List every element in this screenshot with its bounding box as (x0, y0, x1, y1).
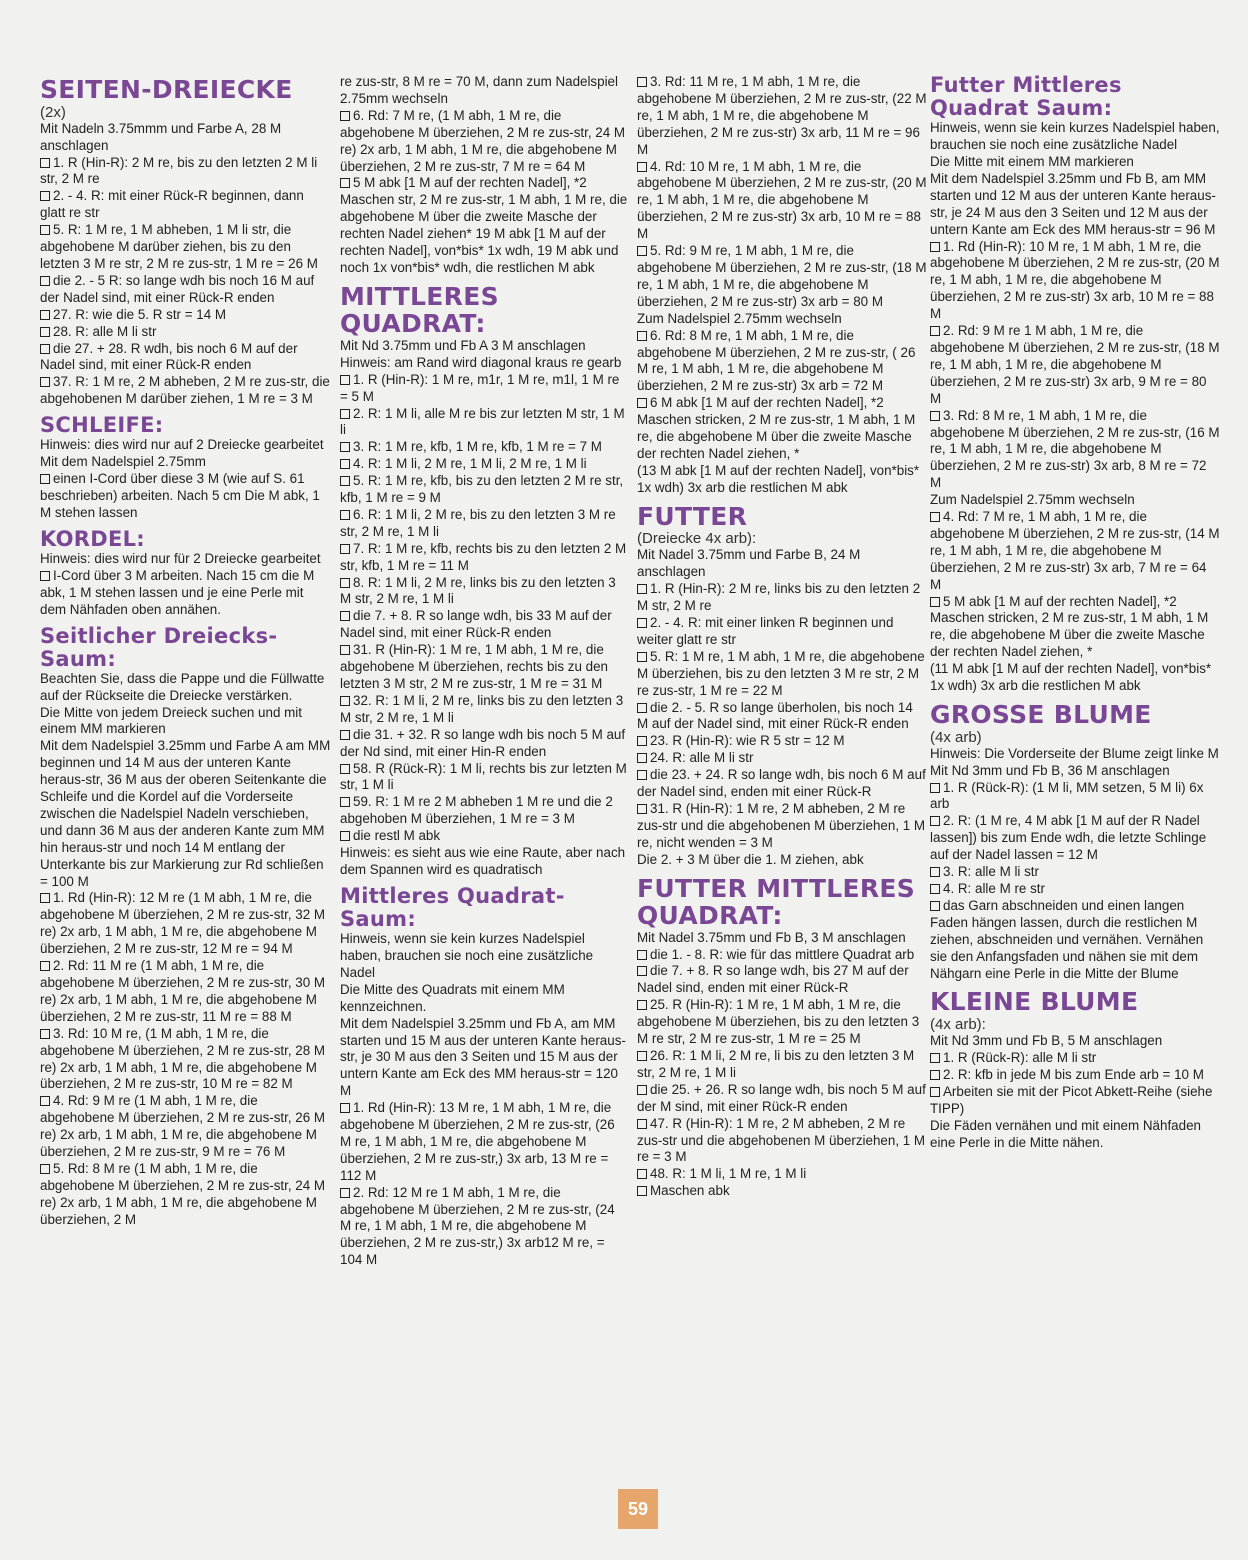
instruction-text: re zus-str, 8 M re = 70 M, dann zum Nadelspiel 2.75mm wechseln (340, 74, 618, 106)
section-heading: Futter Mittleres Quadrat Saum: (930, 73, 1122, 121)
checkbox-icon (637, 1186, 647, 1196)
checkbox-icon (40, 158, 50, 168)
instruction-text: Hinweis, wenn sie kein kurzes Nadelspiel haben, brauchen sie noch eine zusätzliche Nadel (930, 120, 1220, 153)
instruction-line (637, 463, 927, 497)
instruction-text: 4. Rd: 7 M re, 1 M abh, 1 M re, die abgehobene M überziehen, 2 M re zus-str, (14 M re, 1 M abh, 1 M re, die abgehobene M überziehen, 2 M re zus-str) 3x arb, 7 M re = 64 M (930, 509, 1220, 592)
checkbox-icon (930, 1053, 940, 1063)
checkbox-icon (40, 961, 50, 971)
instruction-line (637, 74, 927, 159)
instruction-line (637, 1183, 927, 1200)
instruction-line (340, 456, 628, 473)
checkbox-icon (340, 1103, 350, 1113)
checkbox-icon (930, 411, 940, 421)
page-number: 59 (618, 1489, 658, 1529)
instruction-text: 2. Rd: 12 M re 1 M abh, 1 M re, die abgehobene M überziehen, 2 M re zus-str, (24 M re, 1 M abh, 1 M re, die abgehobene M überziehen, 2 M re zus-str,) 3x arb12 M re, = 104 M (340, 1184, 615, 1268)
checkbox-icon (340, 476, 350, 486)
instruction-line (637, 649, 927, 700)
instruction-text: 4. R: 1 M li, 2 M re, 1 M li, 2 M re, 1 M li (353, 456, 587, 472)
instruction-line (930, 509, 1220, 594)
instruction-text: 3. R: alle M li str (943, 864, 1039, 880)
checkbox-icon (637, 162, 647, 172)
instruction-text: 5. R: 1 M re, 1 M abheben, 1 M li str, die abgehobene M darüber ziehen, bis zu den letzten 3 M re str, 2 M re zus-str, 1 M re = 26 M (40, 222, 318, 271)
section (637, 74, 927, 497)
instruction-text: 2. R: 1 M li, alle M re bis zur letzten M str, 1 M li (340, 405, 625, 438)
instruction-text: Mit dem Nadelspiel 3.25mm und Fb A, am MM starten und 15 M aus der unteren Kante heraus-str, je 30 M aus den 3 Seiten und 15 M aus der untern Kante am Eck des MM heraus-str = 120 M (340, 1015, 626, 1099)
instruction-text: 1. R (Hin-R): 2 M re, bis zu den letzten 2 M li str, 2 M re (40, 154, 318, 187)
checkbox-icon (340, 764, 350, 774)
checkbox-icon (930, 326, 940, 336)
instruction-text: 3. Rd: 11 M re, 1 M abh, 1 M re, die abgehobene M überziehen, 2 M re zus-str, (22 M re, 1 M abh, 1 M re, die abgehobene M überziehen, 2 M re zus-str) 3x arb, 11 M re = 96 M (637, 74, 927, 157)
instruction-line (637, 947, 927, 964)
instruction-text: 2. Rd: 11 M re (1 M abh, 1 M re, die abgehobene M überziehen, 2 M re zus-str, 30 M re) 2x arb, 1 M abh, 1 M re, die abgehobene M überziehen, 2 M re zus-str, 11 M re = 88 M (40, 958, 326, 1024)
instruction-line (340, 541, 628, 575)
instruction-text: 3. Rd: 10 M re, (1 M abh, 1 M re, die abgehobene M überziehen, 2 M re zus-str, 28 M re) 2x arb, 1 M abh, 1 M re, die abgehobene M überziehen, 2 M re zus-str, 10 M re = 82 M (40, 1025, 326, 1092)
instruction-text: die 27. + 28. R wdh, bis noch 6 M auf der Nadel sind, mit einer Rück-R enden (40, 340, 298, 373)
instruction-text: 23. R (Hin-R): wie R 5 str = 12 M (650, 733, 845, 749)
instruction-line (340, 473, 628, 507)
instruction-line (340, 1185, 628, 1270)
instruction-text: Hinweis: Die Vorderseite der Blume zeigt linke M (930, 745, 1219, 761)
instruction-line (637, 997, 927, 1048)
checkbox-icon (340, 730, 350, 740)
instruction-line (40, 1161, 332, 1229)
instruction-line (340, 338, 628, 355)
instruction-line (930, 1067, 1220, 1084)
checkbox-icon (40, 276, 50, 286)
checkbox-icon (637, 966, 647, 976)
instruction-line (40, 454, 332, 471)
instruction-text: 5. R: 1 M re, kfb, bis zu den letzten 2 M re str, kfb, 1 M re = 9 M (340, 473, 624, 506)
checkbox-icon (637, 1119, 647, 1129)
instruction-line (40, 437, 332, 454)
instruction-line (637, 963, 927, 997)
section (930, 988, 1220, 1151)
instruction-line (930, 1050, 1220, 1067)
instruction-text: 1. R (Rück-R): (1 M li, MM setzen, 5 M li) 6x arb (930, 779, 1204, 812)
instruction-line (40, 374, 332, 408)
instruction-text: 27. R: wie die 5. R str = 14 M (53, 306, 227, 322)
section-subtitle: (4x arb) (930, 728, 982, 746)
column-3 (637, 74, 927, 1206)
checkbox-icon (637, 618, 647, 628)
instruction-line (930, 323, 1220, 408)
instruction-line (340, 439, 628, 456)
instruction-text: Die Mitte von jedem Dreieck suchen und mit einem MM markieren (40, 704, 302, 737)
instruction-text: 5 M abk [1 M auf der rechten Nadel], *2 Maschen str, 2 M re zus-str, 1 M abh, 1 M re, die abgehobene M über die zweite Masche der rechten Nadel ziehen* 19 M abk [1 M auf der rechten Nadel], von*bis* 1x wdh, 19 M abk und noch 1x von*bis* wdh, die restlichen M abk (340, 175, 628, 275)
checkbox-icon (637, 804, 647, 814)
instruction-line (340, 608, 628, 642)
checkbox-icon (637, 1085, 647, 1095)
section-heading: KLEINE BLUME (930, 987, 1139, 1017)
instruction-text: 2. - 4. R: mit einer Rück-R beginnen, dann glatt re str (40, 188, 304, 221)
instruction-text: die 31. + 32. R so lange wdh bis noch 5 M auf der Nd sind, mit einer Hin-R enden (340, 726, 626, 759)
instruction-text: 4. Rd: 10 M re, 1 M abh, 1 M re, die abgehobene M überziehen, 2 M re zus-str, (20 M re, 1 M abh, 1 M re, die abgehobene M überziehen, 2 M re zus-str) 3x arb, 10 M re = 88 M (637, 158, 927, 242)
instruction-line (340, 355, 628, 372)
instruction-text: Mit Nadel 3.75mm und Fb B, 3 M anschlagen (637, 929, 906, 945)
instruction-line (40, 121, 332, 155)
instruction-line (637, 243, 927, 311)
checkbox-icon (930, 242, 940, 252)
checkbox-icon (340, 578, 350, 588)
instruction-text: 24. R: alle M li str (650, 750, 754, 766)
instruction-line (930, 492, 1220, 509)
section (40, 414, 332, 522)
instruction-text: 1. Rd (Hin-R): 10 M re, 1 M abh, 1 M re, die abgehobene M überziehen, 2 M re zus-str, (20 M re, 1 M abh, 1 M re, die abgehobene M überziehen, 2 M re zus-str) 3x arb, 10 M re = 88 M (930, 238, 1220, 322)
instruction-line (637, 159, 927, 244)
checkbox-icon (340, 459, 350, 469)
instruction-line (637, 311, 927, 328)
instruction-line (637, 767, 927, 801)
instruction-line (930, 746, 1220, 763)
instruction-line (930, 1033, 1220, 1050)
section (637, 875, 927, 1201)
instruction-text: I-Cord über 3 M arbeiten. Nach 15 cm die M abk, 1 M stehen lassen und je eine Perle mit dem Nähfaden oben annähen. (40, 567, 315, 617)
instruction-text: 47. R (Hin-R): 1 M re, 2 M abheben, 2 M re zus-str und die abgehobenen M überziehen, 1 M re = 3 M (637, 1115, 926, 1165)
instruction-line (637, 1116, 927, 1167)
instruction-line (637, 615, 927, 649)
instruction-line (637, 328, 927, 396)
checkbox-icon (340, 375, 350, 385)
instruction-line (930, 120, 1220, 154)
instruction-text: 5. Rd: 9 M re, 1 M abh, 1 M re, die abgehobene M überziehen, 2 M re zus-str, (18 M re, 1 M abh, 1 M re, die abgehobene M überziehen, 2 M re zus-str) 3x arb = 80 M (637, 243, 927, 309)
instruction-line (637, 700, 927, 734)
section-heading: SEITEN-DREIECKE (40, 75, 293, 104)
instruction-text: Mit Nd 3mm und Fb B, 36 M anschlagen (930, 762, 1170, 778)
column-1 (40, 74, 332, 1235)
instruction-text: 4. Rd: 9 M re (1 M abh, 1 M re, die abgehobene M überziehen, 2 M re zus-str, 26 M re) 2x arb, 1 M abh, 1 M re, die abgehobene M überziehen, 2 M re zus-str, 9 M re = 76 M (40, 1093, 326, 1160)
checkbox-icon (637, 950, 647, 960)
instruction-line (340, 372, 628, 406)
checkbox-icon (930, 512, 940, 522)
instruction-text: 37. R: 1 M re, 2 M abheben, 2 M re zus-str, die abgehobenen M darüber ziehen, 1 M re = 3 M (40, 374, 330, 407)
checkbox-icon (637, 753, 647, 763)
instruction-line (40, 324, 332, 341)
instruction-text: 3. R: 1 M re, kfb, 1 M re, kfb, 1 M re = 7 M (353, 439, 602, 455)
instruction-text: 5. Rd: 8 M re (1 M abh, 1 M re, die abgehobene M überziehen, 2 M re zus-str, 24 M re) 2x arb, 1 M abh, 1 M re, die abgehobene M überziehen, 2 M (40, 1160, 326, 1227)
instruction-line (40, 551, 332, 568)
checkbox-icon (40, 1164, 50, 1174)
instruction-text: Hinweis: am Rand wird diagonal kraus re gearb (340, 354, 622, 370)
checkbox-icon (637, 584, 647, 594)
checkbox-icon (340, 544, 350, 554)
instruction-line (40, 188, 332, 222)
instruction-line (40, 738, 332, 890)
checkbox-icon (637, 736, 647, 746)
checkbox-icon (40, 191, 50, 201)
checkbox-icon (340, 111, 350, 121)
checkbox-icon (930, 884, 940, 894)
checkbox-icon (930, 597, 940, 607)
instruction-line (340, 108, 628, 176)
instruction-text: Die Mitte des Quadrats mit einem MM kennzeichnen. (340, 981, 565, 1014)
instruction-text: die 1. - 8. R: wie für das mittlere Quadrat arb (650, 946, 915, 962)
instruction-text: die 7. + 8. R so lange wdh, bis 27 M auf der Nadel sind, enden mit einer Rück-R (637, 963, 909, 996)
instruction-line (930, 408, 1220, 493)
instruction-line (637, 930, 927, 947)
checkbox-icon (40, 327, 50, 337)
instruction-line (637, 852, 927, 869)
instruction-line (40, 705, 332, 739)
instruction-line (930, 780, 1220, 814)
instruction-text: 1. Rd (Hin-R): 12 M re (1 M abh, 1 M re, die abgehobene M überziehen, 2 M re zus-str, 32 M re) 2x arb, 1 M abh, 1 M re, die abgehobene M überziehen, 2 M re zus-str, 12 M re = 94 M (40, 890, 326, 957)
instruction-text: 1. R (Hin-R): 2 M re, links bis zu den letzten 2 M str, 2 M re (637, 581, 921, 614)
checkbox-icon (40, 1096, 50, 1106)
instruction-line (340, 794, 628, 828)
instruction-line (340, 507, 628, 541)
instruction-text: Mit Nadeln 3.75mmm und Farbe A, 28 M anschlagen (40, 120, 282, 153)
checkbox-icon (40, 377, 50, 387)
section (40, 76, 332, 408)
instruction-text: 25. R (Hin-R): 1 M re, 1 M abh, 1 M re, die abgehobene M überziehen, bis zu den letzten 3 M re str, 2 M re zus-str, 1 M re = 25 M (637, 997, 920, 1047)
instruction-text: die 2. - 5 R: so lange wdh bis noch 16 M auf der Nadel sind, mit einer Rück-R enden (40, 272, 315, 305)
instruction-line (930, 1118, 1220, 1152)
instruction-line (930, 239, 1220, 324)
instruction-line (930, 1084, 1220, 1118)
checkbox-icon (340, 442, 350, 452)
checkbox-icon (340, 696, 350, 706)
instruction-text: Arbeiten sie mit der Picot Abkett-Reihe (siehe TIPP) (930, 1083, 1213, 1116)
checkbox-icon (40, 474, 50, 484)
instruction-text: 4. R: alle M re str (943, 881, 1045, 896)
section (340, 283, 628, 879)
checkbox-icon (930, 816, 940, 826)
section (930, 74, 1220, 695)
checkbox-icon (637, 1000, 647, 1010)
instruction-line (340, 175, 628, 276)
instruction-text: 32. R: 1 M li, 2 M re, links bis zu den letzten 3 M str, 2 M re, 1 M li (340, 692, 624, 725)
instruction-text: 2. Rd: 9 M re 1 M abh, 1 M re, die abgehobene M überziehen, 2 M re zus-str, (18 M re, 1 M abh, 1 M re, die abgehobene M überziehen, 2 M re zus-str) 3x arb, 9 M re = 80 M (930, 323, 1220, 406)
instruction-line (637, 750, 927, 767)
instruction-line (340, 828, 628, 845)
instruction-line (340, 1016, 628, 1101)
instruction-line (637, 801, 927, 852)
instruction-line (637, 547, 927, 581)
instruction-line (340, 74, 628, 108)
section-heading: FUTTER MITTLERES QUADRAT: (637, 873, 916, 931)
checkbox-icon (637, 652, 647, 662)
instruction-line (340, 931, 628, 982)
instruction-text: Mit Nd 3.75mm und Fb A 3 M anschlagen (340, 337, 586, 353)
section (40, 528, 332, 619)
instruction-line (340, 727, 628, 761)
section (930, 701, 1220, 982)
instruction-text: 31. R (Hin-R): 1 M re, 2 M abheben, 2 M re zus-str und die abgehobenen M überziehen, 1 M re, nicht wenden = 3 M (637, 801, 926, 850)
instruction-line (930, 171, 1220, 239)
section-heading: KORDEL: (40, 526, 146, 551)
checkbox-icon (637, 246, 647, 256)
instruction-text: 6. R: 1 M li, 2 M re, bis zu den letzten 3 M re str, 2 M re, 1 M li (340, 506, 616, 539)
instruction-line (637, 1166, 927, 1183)
instruction-text: (13 M abk [1 M auf der rechten Nadel], von*bis* 1x wdh) 3x arb die restlichen M abk (637, 462, 920, 495)
section (40, 625, 332, 1229)
instruction-line (930, 864, 1220, 881)
instruction-text: Maschen abk (650, 1183, 730, 1199)
column-4 (930, 74, 1220, 1158)
checkbox-icon (637, 1051, 647, 1061)
instruction-line (40, 273, 332, 307)
instruction-text: 3. Rd: 8 M re, 1 M abh, 1 M re, die abgehobene M überziehen, 2 M re zus-str, (16 M re, 1 M abh, 1 M re, die abgehobene M überziehen, 2 M re zus-str) 3x arb, 8 M re = 72 M (930, 407, 1220, 491)
section-subtitle: (Dreiecke 4x arb): (637, 530, 757, 548)
checkbox-icon (930, 901, 940, 911)
instruction-text: Mit Nadel 3.75mm und Farbe B, 24 M anschlagen (637, 547, 861, 580)
instruction-line (340, 1100, 628, 1185)
instruction-text: Die 2. + 3 M über die 1. M ziehen, abk (637, 851, 864, 867)
instruction-text: 6. Rd: 7 M re, (1 M abh, 1 M re, die abgehobene M überziehen, 2 M re zus-str, 24 M re) 2x arb, 1 M abh, 1 M re, die abgehobene M überziehen, 2 M re zus-str, 7 M re = 64 M (340, 107, 626, 174)
checkbox-icon (637, 1169, 647, 1179)
checkbox-icon (930, 1087, 940, 1097)
instruction-text: 2. R: kfb in jede M bis zum Ende arb = 10 M (943, 1067, 1204, 1082)
instruction-text: 1. R (Hin-R): 1 M re, m1r, 1 M re, m1l, 1 M re = 5 M (340, 371, 620, 404)
instruction-text: 1. R (Rück-R): alle M li str (943, 1050, 1097, 1066)
checkbox-icon (930, 783, 940, 793)
checkbox-icon (40, 1029, 50, 1039)
instruction-line (340, 642, 628, 693)
instruction-line (340, 575, 628, 609)
section-subtitle: (4x arb): (930, 1015, 986, 1033)
instruction-line (40, 222, 332, 273)
checkbox-icon (637, 331, 647, 341)
instruction-line (40, 1093, 332, 1161)
instruction-line (40, 890, 332, 958)
instruction-text: die 25. + 26. R so lange wdh, bis noch 5 M auf der M sind, mit einer Rück-R enden (637, 1081, 926, 1114)
instruction-text: Hinweis: dies wird nur für 2 Dreiecke gearbeitet (40, 550, 321, 566)
instruction-line (40, 471, 332, 522)
checkbox-icon (930, 867, 940, 877)
instruction-line (930, 594, 1220, 662)
instruction-line (930, 881, 1220, 898)
checkbox-icon (340, 611, 350, 621)
section-heading: SCHLEIFE: (40, 413, 164, 438)
checkbox-icon (340, 178, 350, 188)
instruction-line (930, 763, 1220, 780)
instruction-line (637, 581, 927, 615)
instruction-line (340, 845, 628, 879)
instruction-line (40, 307, 332, 324)
instruction-text: 48. R: 1 M li, 1 M re, 1 M li (650, 1166, 807, 1182)
checkbox-icon (40, 225, 50, 235)
checkbox-icon (637, 770, 647, 780)
instruction-text: Mit dem Nadelspiel 3.25mm und Farbe A am MM beginnen und 14 M aus der unteren Kante heraus-str, 36 M aus der oberen Seitenkante die Schleife und die Kordel auf die Vorderseite zwischen die Nadelspiel Nadeln verschieben, und dann 36 M aus der anderen Kante zum MM hin heraus-str und noch 14 M entlang der Unterkante bis zur Markierung zur Rd schließen = 100 M (40, 738, 331, 889)
section (340, 74, 628, 277)
checkbox-icon (340, 409, 350, 419)
instruction-text: Mit dem Nadelspiel 3.25mm und Fb B, am MM starten und 12 M aus der unteren Kante heraus-str, je 24 M aus den 3 Seiten und 12 M aus der untern Kante am Eck des MM heraus-str = 96 M (930, 170, 1216, 237)
instruction-line (930, 661, 1220, 695)
instruction-line (40, 568, 332, 619)
instruction-line (930, 898, 1220, 983)
instruction-text: Zum Nadelspiel 2.75mm wechseln (637, 310, 842, 326)
instruction-text: 6. Rd: 8 M re, 1 M abh, 1 M re, die abgehobene M überziehen, 2 M re zus-str, ( 26 M re, 1 M abh, 1 M re, die abgehobene M überziehen, 2 M re zus-str) 3x arb = 72 M (637, 327, 916, 394)
instruction-text: 2. - 4. R: mit einer linken R beginnen und weiter glatt re str (637, 615, 894, 647)
section-heading: Mittleres Quadrat-Saum: (340, 883, 565, 931)
instruction-text: Die Fäden vernähen und mit einem Nähfaden eine Perle in die Mitte nähen. (930, 1117, 1201, 1150)
instruction-text: 5 M abk [1 M auf der rechten Nadel], *2 Maschen stricken, 2 M re zus-str, 1 M abh, 1 M re, die abgehobene M über die zweite Masche der rechten Nadel ziehen, * (930, 593, 1209, 660)
instruction-text: Mit dem Nadelspiel 2.75mm (40, 454, 206, 470)
instruction-text: Die Mitte mit einem MM markieren (930, 154, 1134, 169)
section-heading: GROSSE BLUME (930, 700, 1152, 729)
instruction-text: Hinweis: dies wird nur auf 2 Dreiecke gearbeitet (40, 437, 324, 453)
instruction-text: Hinweis: es sieht aus wie eine Raute, aber nach dem Spannen wird es quadratisch (340, 845, 626, 877)
instruction-line (40, 958, 332, 1026)
instruction-text: Hinweis, wenn sie kein kurzes Nadelspiel haben, brauchen sie noch eine zusätzliche Nadel (340, 931, 594, 980)
instruction-text: 26. R: 1 M li, 2 M re, li bis zu den letzten 3 M str, 2 M re, 1 M li (637, 1047, 915, 1080)
instruction-line (637, 395, 927, 463)
checkbox-icon (340, 510, 350, 520)
instruction-text: 58. R (Rück-R): 1 M li, rechts bis zur letzten M str, 1 M li (340, 760, 627, 793)
checkbox-icon (637, 398, 647, 408)
checkbox-icon (637, 77, 647, 87)
section-heading: FUTTER (637, 501, 748, 531)
instruction-text: die restl M abk (353, 828, 441, 844)
instruction-text: das Garn abschneiden und einen langen Faden hängen lassen, durch die restlichen M ziehen, abschneiden und vernähen. Vernähen sie den Anfangsfaden und nähen sie mit dem Nähgarn eine Perle in die Mitte der Blume (930, 897, 1204, 981)
column-2 (340, 74, 628, 1275)
instruction-text: Zum Nadelspiel 2.75mm wechseln (930, 492, 1135, 508)
section-heading: Seitlicher Dreiecks-Saum: (40, 623, 278, 671)
instruction-text: 28. R: alle M li str (53, 323, 157, 339)
instruction-text: die 7. + 8. R so lange wdh, bis 33 M auf der Nadel sind, mit einer Rück-R enden (340, 608, 612, 641)
instruction-line (637, 1082, 927, 1116)
checkbox-icon (40, 571, 50, 581)
instruction-line (637, 733, 927, 750)
instruction-text: die 2. - 5. R so lange überholen, bis noch 14 M auf der Nadel sind, mit einer Rück-R enden (637, 699, 913, 732)
checkbox-icon (340, 1188, 350, 1198)
instruction-text: 2. R: (1 M re, 4 M abk [1 M auf der R Nadel lassen]) bis zum Ende wdh, die letzte Schlinge auf der Nadel lassen = 12 M (930, 813, 1207, 863)
instruction-line (40, 155, 332, 189)
instruction-text: 5. R: 1 M re, 1 M abh, 1 M re, die abgehobene M überziehen, bis zu den letzten 3 M re str, 2 M re zus-str, 1 M re = 22 M (637, 648, 925, 698)
checkbox-icon (340, 831, 350, 841)
checkbox-icon (340, 645, 350, 655)
section-subtitle: (2x) (40, 103, 66, 121)
instruction-text: 7. R: 1 M re, kfb, rechts bis zu den letzten 2 M str, kfb, 1 M re = 11 M (340, 540, 627, 573)
instruction-text: 59. R: 1 M re 2 M abheben 1 M re und die 2 abgehoben M überziehen, 1 M re = 3 M (340, 794, 613, 827)
section-heading: MITTLERES QUADRAT: (340, 281, 499, 339)
instruction-line (340, 693, 628, 727)
instruction-text: 6 M abk [1 M auf der rechten Nadel], *2 Maschen stricken, 2 M re zus-str, 1 M abh, 1 M re, die abgehobene M über die zweite Masche der rechten Nadel ziehen, * (637, 395, 916, 461)
instruction-line (930, 154, 1220, 171)
instruction-text: die 23. + 24. R so lange wdh, bis noch 6 M auf der Nadel sind, enden mit einer Rück-R (637, 767, 926, 800)
instruction-line (40, 341, 332, 375)
section (637, 503, 927, 869)
instruction-line (40, 1026, 332, 1094)
instruction-text: einen I-Cord über diese 3 M (wie auf S. 61 beschrieben) arbeiten. Nach 5 cm Die M abk, 1 M stehen lassen (40, 471, 320, 520)
instruction-text: 8. R: 1 M li, 2 M re, links bis zu den letzten 3 M str, 2 M re, 1 M li (340, 574, 616, 607)
instruction-line (930, 813, 1220, 864)
instruction-line (40, 671, 332, 705)
checkbox-icon (930, 1070, 940, 1080)
section (340, 885, 628, 1269)
checkbox-icon (40, 893, 50, 903)
instruction-text: Beachten Sie, dass die Pappe und die Füllwatte auf der Rückseite die Dreiecke verstärken. (40, 670, 325, 703)
checkbox-icon (340, 797, 350, 807)
checkbox-icon (40, 344, 50, 354)
checkbox-icon (637, 703, 647, 713)
instruction-text: (11 M abk [1 M auf der rechten Nadel], von*bis* 1x wdh) 3x arb die restlichen M abk (930, 661, 1212, 694)
instruction-line (340, 982, 628, 1016)
instruction-text: 1. Rd (Hin-R): 13 M re, 1 M abh, 1 M re, die abgehobene M überziehen, 2 M re zus-str, (26 M re, 1 M abh, 1 M re, die abgehobene M überziehen, 2 M re zus-str,) 3x arb, 13 M re = 112 M (340, 1100, 615, 1183)
instruction-line (340, 761, 628, 795)
checkbox-icon (40, 310, 50, 320)
instruction-text: Mit Nd 3mm und Fb B, 5 M anschlagen (930, 1033, 1163, 1049)
instruction-text: 31. R (Hin-R): 1 M re, 1 M abh, 1 M re, die abgehobene M überziehen, rechts bis zu den letzten 3 M str, 2 M re zus-str, 1 M re = 31 M (340, 642, 608, 691)
instruction-line (637, 1048, 927, 1082)
instruction-line (340, 406, 628, 440)
